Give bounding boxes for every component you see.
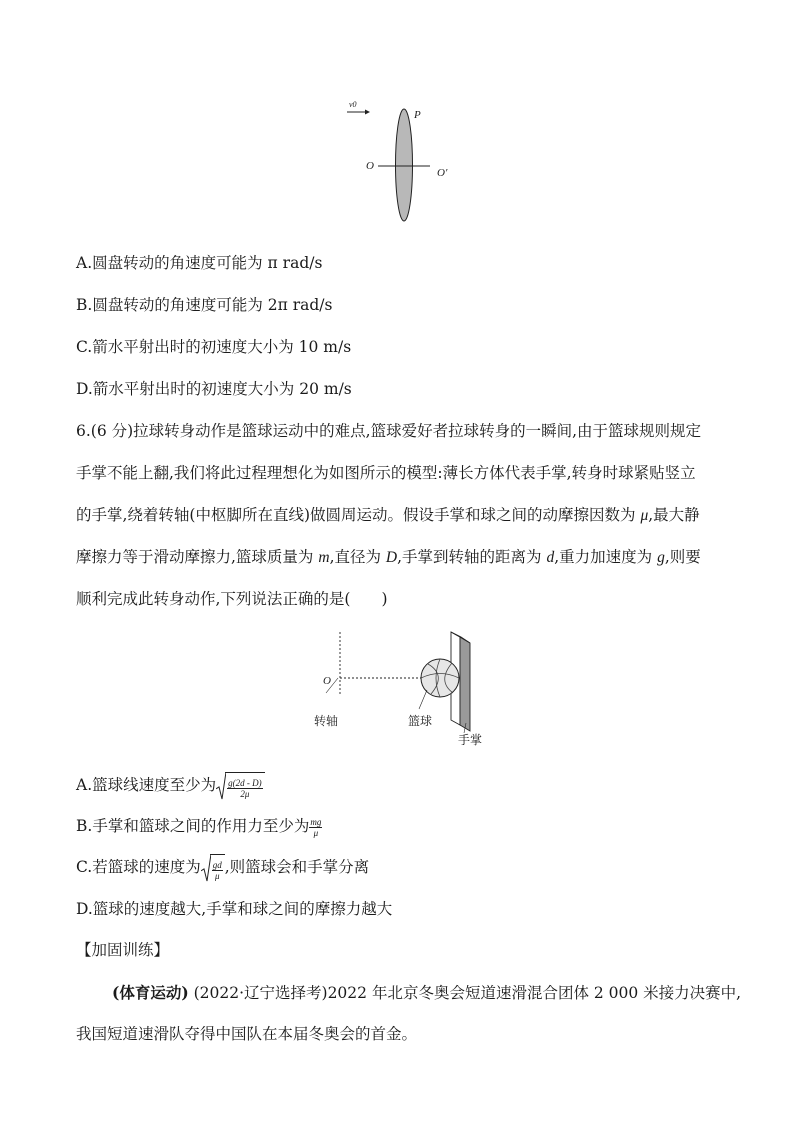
mass-symbol: m <box>318 549 330 566</box>
q6-line4-a: 摩擦力等于滑动摩擦力,篮球质量为 <box>76 548 319 566</box>
q5-option-b: B.圆盘转动的角速度可能为 2π rad/s <box>76 296 333 314</box>
section-tag: (体育运动) <box>112 983 189 1002</box>
q6-option-c-text: C.若篮球的速度为 <box>76 858 201 876</box>
fraction-c-numerator: gd <box>212 859 222 870</box>
q6-line3-end: ,最大静 <box>648 506 700 524</box>
v0-arrow <box>347 110 370 115</box>
axis-label: 转轴 <box>314 714 339 728</box>
o-label: O <box>366 160 374 172</box>
q6-line4-e: ,重力加速度为 <box>554 548 658 566</box>
section-line-1 <box>112 983 741 1003</box>
diameter-symbol: D <box>385 549 398 566</box>
q6-option-c <box>76 854 369 880</box>
basketball-figure <box>300 625 500 750</box>
fraction-b-numerator: mg <box>310 816 322 827</box>
mu-symbol: μ <box>640 507 649 524</box>
q6-option-a-text: A.篮球线速度至少为 <box>76 776 217 794</box>
sqrt-expression-a <box>216 772 265 800</box>
section-heading: 【加固训练】 <box>76 941 170 959</box>
q5-option-d: D.箭水平射出时的初速度大小为 20 m/s <box>76 380 352 398</box>
fraction-a-numerator: g(2d - D) <box>228 777 262 788</box>
q6-line3-text: 的手掌,绕着转轴(中枢脚所在直线)做圆周运动。假设手掌和球之间的动摩擦因数为 <box>76 506 641 524</box>
disc <box>396 109 413 221</box>
q5-option-c: C.箭水平射出时的初速度大小为 10 m/s <box>76 338 352 356</box>
q6-line4-c: ,手掌到转轴的距离为 <box>397 548 547 566</box>
q6-option-b <box>76 813 322 839</box>
fraction-c-denominator: μ <box>214 870 220 881</box>
q6-stem-line-2: 手掌不能上翻,我们将此过程理想化为如图所示的模型:薄长方体代表手掌,转身时球紧贴竖立 <box>76 464 696 482</box>
section-line-2: 我国短道速滑队夺得中国队在本届冬奥会的首金。 <box>76 1025 418 1043</box>
axis-o-label: O <box>323 675 331 687</box>
q6-option-d: D.篮球的速度越大,手掌和球之间的摩擦力越大 <box>76 900 393 918</box>
sqrt-expression-c <box>201 854 225 882</box>
disc-figure <box>340 95 460 230</box>
q6-option-b-text: B.手掌和篮球之间的作用力至少为 <box>76 817 310 835</box>
section-source: (2022·辽宁选择考)2022 年北京冬奥会短道速滑混合团体 2 000 米接力决赛中, <box>188 984 742 1002</box>
o-prime-label: O′ <box>437 167 448 179</box>
gravity-symbol: g <box>657 549 665 566</box>
q6-stem-line-3 <box>76 505 700 526</box>
q6-option-a <box>76 772 265 798</box>
distance-symbol: d <box>546 549 555 566</box>
v0-label: v0 <box>349 100 357 109</box>
q6-option-c-post: ,则篮球会和手掌分离 <box>224 858 370 876</box>
q6-stem-line-1: 6.(6 分)拉球转身动作是篮球运动中的难点,篮球爱好者拉球转身的一瞬间,由于篮球规则规定 <box>76 422 702 440</box>
palm-label: 手掌 <box>458 733 483 747</box>
ball-label: 篮球 <box>408 714 433 728</box>
q6-stem-line-4 <box>76 547 701 568</box>
q6-line4-f: ,则要 <box>664 548 701 566</box>
p-label: P <box>414 109 421 121</box>
q6-stem-line-5: 顺利完成此转身动作,下列说法正确的是( ) <box>76 590 388 608</box>
fraction-b-denominator: μ <box>313 827 319 838</box>
q6-line4-b: ,直径为 <box>329 548 386 566</box>
fraction-a-denominator: 2μ <box>240 788 250 799</box>
q5-option-a: A.圆盘转动的角速度可能为 π rad/s <box>76 254 323 272</box>
